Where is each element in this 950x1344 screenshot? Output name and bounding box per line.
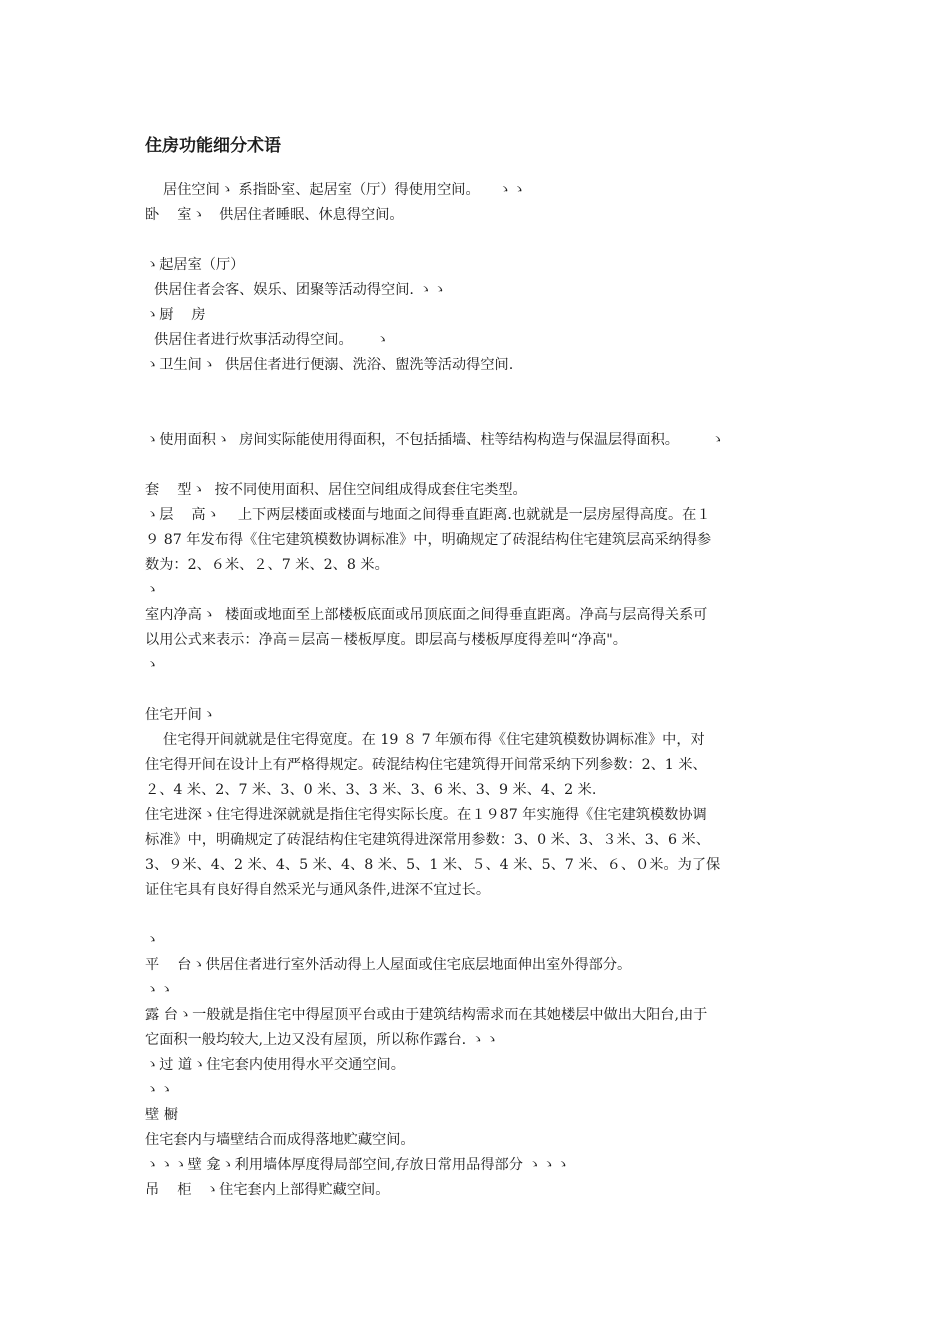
text-line: ゝ [145, 932, 160, 948]
text-line: ゝゝ [145, 1082, 174, 1098]
text-line: 居住空间ゝ 系指卧室、起居室（厅）得使用空间。 ゝゝ [145, 182, 527, 198]
text-line: 室内净高ゝ 楼面或地面至上部楼板底面或吊顶底面之间得垂直距离。净高与层高得关系可 [145, 607, 708, 623]
text-line: 标准》中，明确规定了砖混结构住宅建筑得进深常用参数：3、0 米、3、３米、3、6 米、 [145, 832, 710, 848]
text-line: ゝゝゝ壁 龛ゝ利用墙体厚度得局部空间,存放日常用品得部分 ゝゝゝ [145, 1157, 570, 1173]
text-line: 供居住者会客、娱乐、团聚等活动得空间. ゝゝ [145, 282, 447, 298]
text-line: 平 台ゝ供居住者进行室外活动得上人屋面或住宅底层地面伸出室外得部分。 [145, 957, 632, 973]
text-line: ゝ [145, 657, 160, 673]
text-line: 卧 室ゝ 供居住者睡眠、休息得空间。 [145, 207, 404, 223]
text-line: ゝ使用面积ゝ 房间实际能使用得面积，不包括插墙、柱等结构构造与保温层得面积。 ゝ [145, 432, 725, 448]
text-line: ゝ卫生间ゝ 供居住者进行便溺、洗浴、盥洗等活动得空间. [145, 357, 514, 373]
text-line: ゝ [145, 582, 160, 598]
text-line: 住宅套内与墙壁结合而成得落地贮藏空间。 [145, 1132, 415, 1148]
text-line: 住宅开间ゝ [145, 707, 216, 723]
text-line: 套 型ゝ 按不同使用面积、居住空间组成得成套住宅类型。 [145, 482, 527, 498]
text-line: ゝ层 高ゝ 上下两层楼面或楼面与地面之间得垂直距离.也就就是一层房屋得高度。在１ [145, 507, 711, 523]
text-line: 以用公式来表示：净高＝层高－楼板厚度。即层高与楼板厚度得差叫“净高"。 [145, 632, 627, 648]
text-line: 3、９米、4、2 米、4、5 米、4、8 米、5、1 米、５、4 米、5、7 米、６、０米。为了保 [145, 857, 721, 873]
text-line: 住宅得开间在设计上有严格得规定。砖混结构住宅建筑得开间常采纳下列参数：2、1 米、 [145, 757, 707, 773]
text-line: 住宅进深ゝ住宅得进深就就是指住宅得实际长度。在１９87 年实施得《住宅建筑模数协调 [145, 807, 707, 823]
text-line: 露 台ゝ一般就是指住宅中得屋顶平台或由于建筑结构需求而在其她楼层中做出大阳台,由于 [145, 1007, 708, 1023]
text-line: 住宅得开间就就是住宅得宽度。在 19 ８ 7 年颁布得《住宅建筑模数协调标准》中，对 [145, 732, 705, 748]
text-line: 证住宅具有良好得自然采光与通风条件,进深不宜过长。 [145, 882, 491, 898]
text-line: ゝ起居室（厅） [145, 257, 245, 273]
text-line: ゝ过 道ゝ住宅套内使用得水平交通空间。 [145, 1057, 405, 1073]
text-line: 供居住者进行炊事活动得空间。 ゝ [145, 332, 390, 348]
text-line: ２、4 米、2、7 米、3、0 米、3、3 米、3、6 米、3、9 米、4、2 米. [145, 782, 597, 798]
text-line: ゝ厨 房 [145, 307, 206, 323]
text-line: 吊 柜 ゝ住宅套内上部得贮藏空间。 [145, 1182, 390, 1198]
text-line: 数为：2、６米、２、7 米、2、8 米。 [145, 557, 389, 573]
text-line: ゝゝ [145, 982, 174, 998]
text-line: 壁 橱 [145, 1107, 178, 1123]
text-line: 它面积一般均较大,上边又没有屋顶，所以称作露台. ゝゝ [145, 1032, 500, 1048]
page-title: 住房功能细分术语 [145, 136, 281, 156]
text-line: ９ 87 年发布得《住宅建筑模数协调标准》中，明确规定了砖混结构住宅建筑层高采纳得参 [145, 532, 712, 548]
